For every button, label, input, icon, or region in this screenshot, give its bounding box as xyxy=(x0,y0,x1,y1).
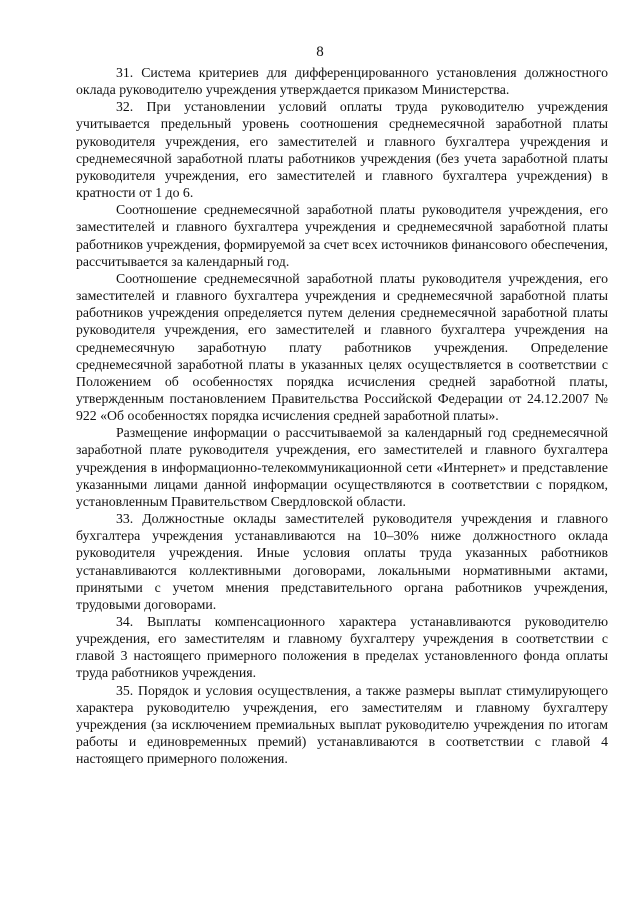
paragraph-32: 32. При установлении условий оплаты труда руководителю учреждения учитывается предельный уровень соотношения среднемесячной заработной платы руководителя учреждения, его заместителей и главного бухгалтера учреждения и среднемесячной заработной платы работников учреждения (без учета заработной платы руководителя учреждения, его заместителей и главного бухгалтера учреждения) в кратности от 1 до 6. xyxy=(76,99,608,201)
paragraph-35: 35. Порядок и условия осуществления, а также размеры выплат стимулирующего характера руководителю учреждения, его заместителям и главному бухгалтеру учреждения (за исключением премиальных выплат руководителю учреждения по итогам работы и единовременных премий) устанавливаются в соответствии с главой 4 настоящего примерного положения. xyxy=(76,682,608,767)
paragraph-33: 33. Должностные оклады заместителей руководителя учреждения и главного бухгалтера учреждения устанавливаются на 10–30% ниже должностного оклада руководителя учреждения. Иные условия оплаты труда указанных работников устанавливаются коллективными договорами, локальными нормативными актами, принятыми с учетом мнения представительного органа работников учреждения, трудовыми договорами. xyxy=(76,511,608,612)
paragraph-34: 34. Выплаты компенсационного характера устанавливаются руководителю учреждения, его заместителям и главному бухгалтеру учреждения в соответствии с главой 3 настоящего примерного положения в пределах установленного фонда оплаты труда работников учреждения. xyxy=(76,614,608,681)
page-number: 8 xyxy=(316,44,324,60)
paragraph-31: 31. Система критериев для дифференцированного установления должностного оклада руководителю учреждения утверждается приказом Министерства. xyxy=(76,65,608,98)
paragraph-ratio-definition: Соотношение среднемесячной заработной платы руководителя учреждения, его заместителей и главного бухгалтера учреждения и среднемесячной заработной платы работников учреждения определяется путем деления среднемесячной заработной платы руководителя учреждения, его заместителей и главного бухгалтера учреждения на среднемесячную заработную плату работников учреждения. Определение среднемесячной заработной платы в указанных целях осуществляется в соответствии с Положением об особенностях порядка исчисления средней заработной платы, утвержденным постановлением Правительства Российской Федерации от 24.12.2007 № 922 «Об особенностях порядка исчисления средней заработной платы». xyxy=(76,270,608,424)
document-body xyxy=(76,64,608,767)
paragraph-information-publication: Размещение информации о рассчитываемой за календарный год среднемесячной заработной плате руководителя учреждения, его заместителей и главного бухгалтера учреждения в информационно-телекоммуникационной сети «Интернет» и представление указанными лицами данной информации осуществляются в соответствии с порядком, установленным Правительством Свердловской области. xyxy=(76,425,608,509)
paragraph-ratio-calculation: Соотношение среднемесячной заработной платы руководителя учреждения, его заместителей и главного бухгалтера учреждения и среднемесячной заработной платы работников учреждения, формируемой за счет всех источников финансового обеспечения, рассчитывается за календарный год. xyxy=(76,202,608,269)
